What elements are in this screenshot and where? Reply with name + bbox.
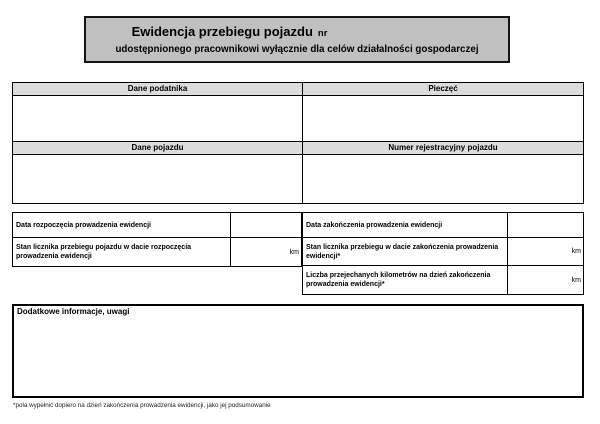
registration-number-field xyxy=(303,155,583,203)
km-driven-field: km xyxy=(571,276,581,284)
mileage-table-right xyxy=(302,212,584,295)
identity-value-row-vehicle xyxy=(13,155,583,203)
end-date-row xyxy=(303,213,583,238)
identity-header-row-vehicle xyxy=(13,142,583,155)
end-date-label: Data zakończenia prowadzenia ewidencji xyxy=(303,213,508,237)
start-date-label: Data rozpoczęcia prowadzenia ewidencji xyxy=(13,213,231,237)
end-date-field xyxy=(508,213,583,237)
mileage-table-left xyxy=(12,212,302,267)
notes-label: Dodatkowe informacje, uwagi xyxy=(17,307,130,316)
notes-box xyxy=(12,304,584,398)
form-subtitle: udostępnionego pracownikowi wyłącznie dla celów działalności gospodarczej xyxy=(115,44,479,55)
identity-header-row-taxpayer xyxy=(13,83,583,96)
start-odometer-label: Stan licznika przebiegu pojazdu w dacie rozpoczęcia prowadzenia ewidencji xyxy=(13,238,231,266)
vehicle-data-header: Dane pojazdu xyxy=(13,142,303,154)
start-odometer-field: km xyxy=(289,248,299,256)
km-driven-row xyxy=(303,266,583,294)
stamp-header: Pieczęć xyxy=(303,83,583,95)
start-date-row xyxy=(13,213,301,238)
form-title: Ewidencja przebiegu pojazdu xyxy=(131,24,313,39)
start-date-field xyxy=(231,213,301,237)
km-driven-label: Liczba przejechanych kilometrów na dzień zakończenia prowadzenia ewidencji* xyxy=(303,266,508,294)
identity-table xyxy=(12,82,584,204)
stamp-field xyxy=(303,96,583,141)
form-title-row xyxy=(86,24,508,41)
end-odometer-field: km xyxy=(571,248,581,255)
start-odometer-row xyxy=(13,238,301,266)
taxpayer-data-header: Dane podatnika xyxy=(13,83,303,95)
form-number-blank xyxy=(332,35,462,36)
identity-value-row-taxpayer xyxy=(13,96,583,142)
end-odometer-label: Stan licznika przebiegu w dacie zakończenia prowadzenia ewidencji* xyxy=(303,238,508,265)
registration-number-header: Numer rejestracyjny pojazdu xyxy=(303,142,583,154)
end-odometer-row xyxy=(303,238,583,266)
footnote: *pola wypełnić dopiero na dzień zakończenia prowadzenia ewidencji, jako jej podsumowanie xyxy=(13,402,271,409)
form-number-label: nr xyxy=(317,28,328,39)
vehicle-data-field xyxy=(13,155,303,203)
form-header xyxy=(84,16,510,63)
taxpayer-data-field xyxy=(13,96,303,141)
